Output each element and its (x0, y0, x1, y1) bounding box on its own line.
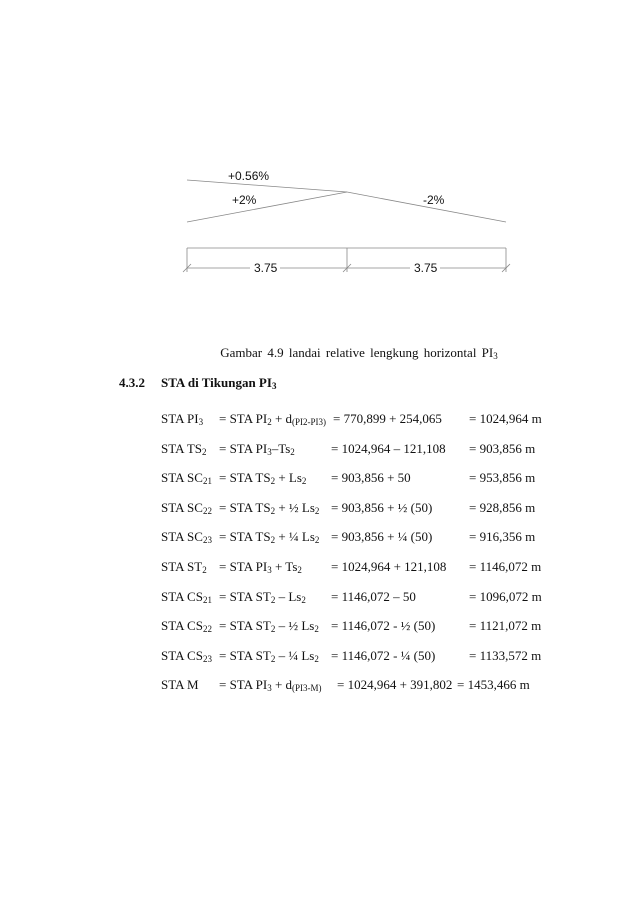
sta-result: = 1121,072 m (469, 618, 542, 634)
sta-formula: = STA $PI_2 + d_{(PI2-PI3)}$ (219, 411, 327, 427)
section-number: 4.3.2 (119, 375, 145, 390)
sta-formula: = STA $ST_2 - Ls_2$ (219, 588, 306, 605)
superelevation-diagram (0, 0, 638, 290)
sta-name: STA $CS_{22}$ (161, 618, 212, 635)
slope-line-left (187, 192, 347, 222)
sta-result: = 1133,572 m (469, 647, 542, 663)
sta-calculation: = 903,856 + 50 (331, 470, 411, 486)
sta-calculation: = 770,899 + 254,065 (333, 411, 442, 426)
dimension-right-label: 3.75 (414, 261, 438, 275)
sta-name: STA M (161, 677, 199, 693)
sta-formula: = STA $ST_2$ – ¼ $Ls_2$ (219, 647, 319, 664)
dimension-left-label: 3.75 (254, 261, 278, 275)
sta-name: STA $SC_{21}$ (161, 470, 212, 487)
section-heading: 4.3.2 STA di Tikungan $PI_3$ (119, 375, 277, 391)
sta-result: = 903,856 m (469, 440, 536, 456)
sta-name: STA $CS_{21}$ (161, 588, 212, 605)
sta-result: = 1096,072 m (469, 588, 542, 604)
label-right-slope: -2% (423, 193, 445, 207)
sta-name: STA $CS_{23}$ (161, 647, 212, 664)
sta-name: STA $TS_2$ (161, 440, 207, 457)
sta-formula: = STA $PI_3 + d_{(PI3-M)}$ (219, 677, 322, 694)
sta-formula: = STA $ST_2$ – ½ $Ls_2$ (219, 618, 319, 635)
label-top-slope: +0.56% (228, 169, 270, 183)
sta-name: STA $PI_3$ (161, 411, 204, 427)
sta-calculation: = 1024,964 + 121,108 (331, 559, 447, 574)
sta-name: STA $SC_{22}$ (161, 499, 212, 516)
sta-calculation: = 1146,072 - ½ (50) (331, 618, 436, 634)
sta-result: = 953,856 m (469, 470, 536, 486)
sta-calculation: = 903,856 + ¼ (50) (331, 529, 433, 545)
sta-name: STA $SC_{23}$ (161, 529, 212, 546)
sta-calculation: = 1146,072 – 50 (331, 588, 416, 604)
sta-formula: = STA $TS_2$ + ¼ $Ls_2$ (219, 529, 320, 546)
sta-result: = 1453,466 m (457, 677, 530, 693)
sta-result: = 928,856 m (469, 499, 536, 515)
section-title: STA di Tikungan PI (161, 375, 272, 390)
sta-result: = 1146,072 m (469, 559, 542, 574)
sta-calculation: = 903,856 + ½ (50) (331, 499, 433, 515)
sta-calculation: = 1146,072 - ¼ (50) (331, 647, 436, 663)
sta-formula: = STA $TS_2$ + ½ $Ls_2$ (219, 499, 320, 516)
sta-formula: = STA $TS_2 + Ls_2$ (219, 470, 307, 487)
sta-result: = 916,356 m (469, 529, 536, 545)
sta-calculation: = 1024,964 + 391,802 (337, 677, 453, 693)
label-left-slope: +2% (232, 193, 257, 207)
sta-result: = 1024,964 m (469, 411, 542, 426)
sta-formula: = STA $PI_3 + Ts_2$ (219, 559, 302, 575)
sta-calculation: = 1024,964 – 121,108 (331, 440, 446, 456)
sta-formula: = STA $PI_3-Ts_2$ (219, 440, 295, 457)
sta-name: STA $ST_2$ (161, 559, 207, 575)
figure-caption: Gambar 4.9 landai relative lengkung horizontal $PI_3$ (220, 345, 498, 361)
